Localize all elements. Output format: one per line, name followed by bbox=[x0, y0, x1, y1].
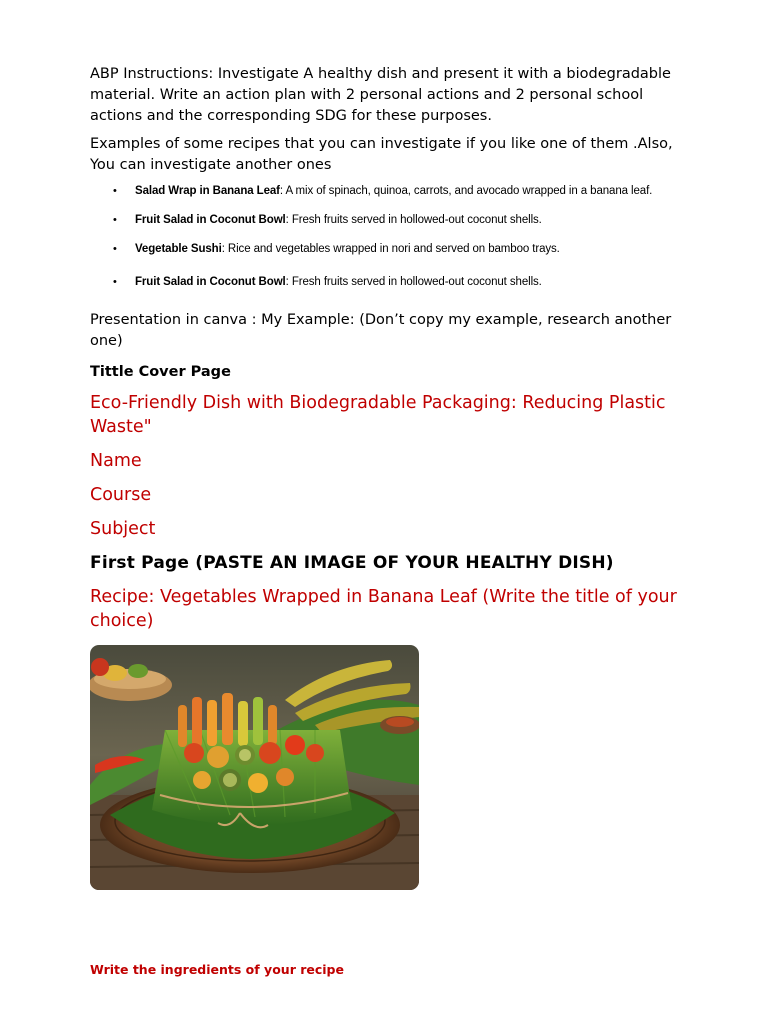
recipe-desc: : Fresh fruits served in hollowed-out coconut shells. bbox=[285, 214, 542, 226]
recipe-name: Fruit Salad in Coconut Bowl bbox=[135, 276, 286, 288]
course-field: Course bbox=[90, 485, 152, 505]
dish-image bbox=[90, 645, 419, 890]
list-item bbox=[90, 242, 680, 275]
list-item bbox=[90, 184, 680, 213]
recipe-name: Vegetable Sushi bbox=[135, 243, 222, 255]
ingredients-prompt: Write the ingredients of your recipe bbox=[90, 962, 344, 977]
bullet-icon: • bbox=[113, 185, 117, 197]
subject-field: Subject bbox=[90, 519, 156, 539]
document-page bbox=[90, 64, 680, 890]
instructions-paragraph: ABP Instructions: Investigate A healthy dish and present it with a biodegradable material. Write an action plan with 2 personal actions and 2 personal school actions and the corresponding SDG for these purposes. bbox=[90, 66, 671, 124]
recipe-name: Fruit Salad in Coconut Bowl bbox=[135, 214, 286, 226]
list-item bbox=[90, 213, 680, 242]
bullet-icon: • bbox=[113, 243, 117, 255]
recipe-list bbox=[90, 184, 680, 304]
recipe-desc: : Fresh fruits served in hollowed-out coconut shells. bbox=[285, 276, 542, 288]
recipe-desc: : Rice and vegetables wrapped in nori and served on bamboo trays. bbox=[221, 243, 560, 255]
recipe-desc: : A mix of spinach, quinoa, carrots, and avocado wrapped in a banana leaf. bbox=[279, 185, 653, 197]
first-page-heading: First Page (PASTE AN IMAGE OF YOUR HEALTHY DISH) bbox=[90, 553, 614, 573]
cover-title: Eco-Friendly Dish with Biodegradable Packaging: Reducing Plastic Waste" bbox=[90, 393, 666, 437]
recipe-title: Recipe: Vegetables Wrapped in Banana Leaf (Write the title of your choice) bbox=[90, 587, 677, 631]
bullet-icon: • bbox=[113, 276, 117, 288]
recipe-name: Salad Wrap in Banana Leaf bbox=[135, 185, 280, 197]
list-item bbox=[90, 275, 680, 304]
cover-heading: Tittle Cover Page bbox=[90, 364, 231, 380]
bullet-icon: • bbox=[113, 214, 117, 226]
name-field: Name bbox=[90, 451, 142, 471]
presentation-note: Presentation in canva : My Example: (Don’t copy my example, research another one) bbox=[90, 312, 672, 349]
examples-intro: Examples of some recipes that you can investigate if you like one of them .Also, You can investigate another ones bbox=[90, 136, 673, 173]
